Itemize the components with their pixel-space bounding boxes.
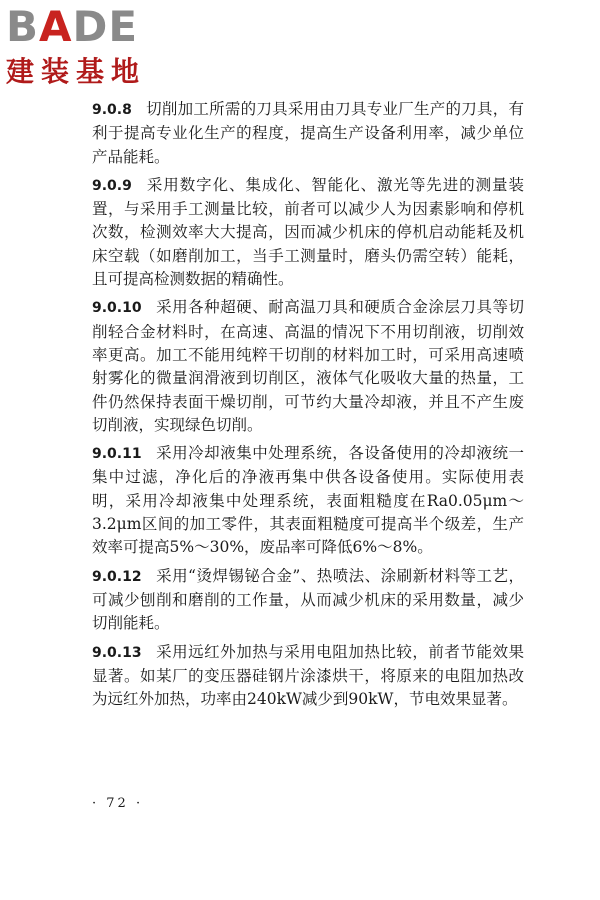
clause-number: 9.0.12 xyxy=(92,568,142,585)
clause-9-0-12 xyxy=(92,565,524,636)
clause-9-0-9 xyxy=(92,174,524,291)
clause-number: 9.0.13 xyxy=(92,644,142,661)
logo-subtitle: 建装基地 xyxy=(6,55,147,88)
clause-text: 采用各种超硬、耐高温刀具和硬质合金涂层刀具等切削轻合金材料时，在高速、高温的情况下不用切削液，切削效率更高。加工不能用纯粹干切削的材料加工时，可采用高速喷射雾化的微量润滑液到切削区，液体气化吸收大量的热量，工件仍然保持表面干燥切削，可节约大量冷却液，并且不产生废切削液，实现绿色切削。 xyxy=(92,298,524,434)
clause-text: 切削加工所需的刀具采用由刀具专业厂生产的刀具，有利于提高专业化生产的程度，提高生产设备利用率，减少单位产品能耗。 xyxy=(92,100,524,166)
clause-text: 采用远红外加热与采用电阻加热比较，前者节能效果显著。如某厂的变压器硅钢片涂漆烘干，将原来的电阻加热改为远红外加热，功率由240kW减少到90kW，节电效果显著。 xyxy=(92,642,524,709)
clause-number: 9.0.9 xyxy=(92,177,132,194)
bade-watermark-logo xyxy=(6,4,181,88)
clause-9-0-10 xyxy=(92,296,524,437)
clause-text: 采用数字化、集成化、智能化、激光等先进的测量装置，与采用手工测量比较，前者可以减少人为因素影响和停机次数，检测效率大大提高，因而减少机床的停机启动能耗及机床空载（如磨削加工，当手工测量时，磨头仍需空转）能耗，且可提高检测数据的精确性。 xyxy=(92,175,524,289)
clause-9-0-8 xyxy=(92,98,524,169)
clause-9-0-11 xyxy=(92,442,524,559)
logo-letters-de: DE xyxy=(72,2,139,51)
clause-number: 9.0.8 xyxy=(92,102,132,118)
page-number: · 72 · xyxy=(92,796,144,811)
document-body xyxy=(92,98,524,716)
bade-logo-word xyxy=(6,4,181,54)
logo-letter-b: B xyxy=(6,2,40,51)
clause-9-0-13 xyxy=(92,641,524,712)
clause-number: 9.0.10 xyxy=(92,300,142,317)
clause-text: 采用冷却液集中处理系统，各设备使用的冷却液统一集中过滤，净化后的净液再集中供各设备使用。实际使用表明，采用冷却液集中处理系统，表面粗糙度在Ra0.05μm～3.2μm区间的加工零件，其表面粗糙度可提高半个级差，生产效率可提高5%～30%，废品率可降低6%～8%。 xyxy=(92,444,524,557)
logo-letter-a: A xyxy=(39,2,73,51)
clause-text: 采用“烫焊锡铋合金”、热喷法、涂刷新材料等工艺，可减少刨削和磨削的工作量，从而减少机床的采用数量，减少切削能耗。 xyxy=(92,566,524,633)
clause-number: 9.0.11 xyxy=(92,446,142,463)
